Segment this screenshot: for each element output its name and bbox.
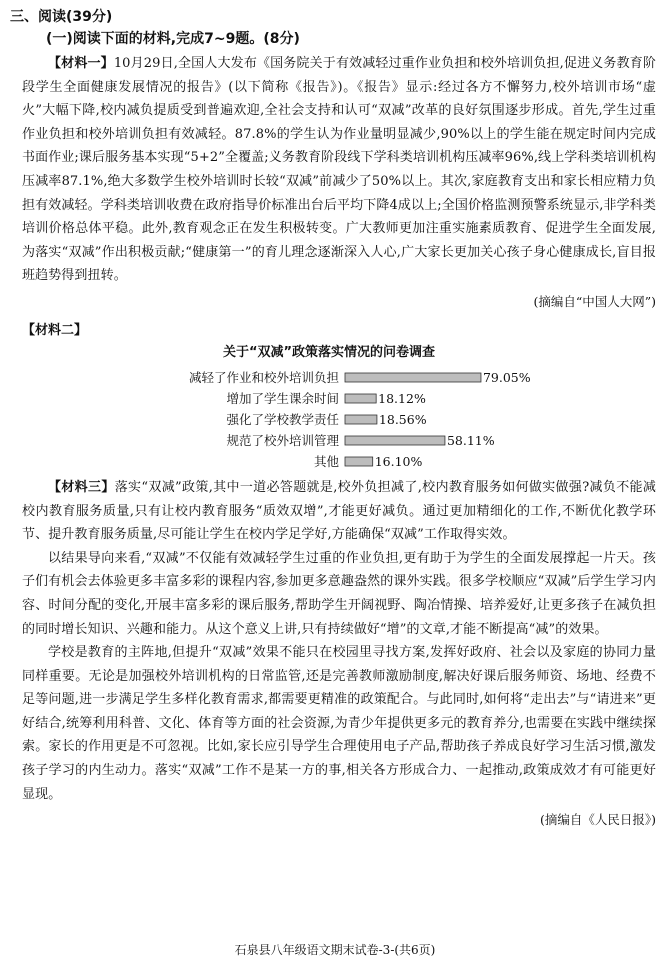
chart-title: 关于“双减”政策落实情况的问卷调查 xyxy=(222,344,436,360)
material-1-text: 10月29日,全国人大发布《国务院关于有效减轻过重作业负担和校外培训负担,促进义务教育阶段学生全面健康发展情况的报告》(以下简称《报告》)。《报告》显示:经过各方不懈努力,校外培训市场“虚火”大幅下降,校内减负提质受到普遍欢迎,全社会支持和认可“双减”改革的良好氛围逐步形成。首先,学生过重作业负担和校外培训负担有效减轻。87.8%的学生认为作业量明显减少,90%以上的学生能在规定时间内完成书面作业;课后服务基本实现“5+2”全覆盖;义务教育阶段线下学科类培训机构压减率96%,线上学科类培训机构压减率87.1%,绝大多数学生校外培训时长较“双减”前减少了50%以上。其次,家庭教育支出和家长相应精力负担有效减轻。学科类培训收费在政府指导价标准出台后平均下降4成以上;全国价格监测预警系统显示,非学科类培训价格总体平稳。此外,教育观念正在发生积极转变。广大教师更加注重实施素质教育、促进学生全面发展,为落实“双减”作出积极贡献;“健康第一”的育儿理念逐渐深入人心,广大家长更加关心孩子身心健康成长,盲目报班趋势得到扭转。 xyxy=(22,56,656,284)
material-1-source: (摘编自“中国人大网”) xyxy=(533,293,656,309)
material-3-paragraph-2: 以结果导向来看,“双减”不仅能有效减轻学生过重的作业负担,更有助于为学生的全面发展撑起一片天。孩子们有机会去体验更多丰富多彩的课程内容,参加更多意趣盎然的课外实践。很多学校顺应“双减”后学生学习内容、时间分配的变化,开展丰富多彩的课后服务,帮助学生开阔视野、陶冶情操、培养爱好,让更多孩子在减负担的同时增长知识、兴趣和能力。从这个意义上讲,只有持续做好“增”的文章,才能不断提高“减”的效果。 xyxy=(22,550,656,637)
value-label: 16.10% xyxy=(374,453,423,469)
value-label: 18.56% xyxy=(378,411,427,427)
bar xyxy=(345,415,377,424)
bar-chart-svg xyxy=(39,364,639,476)
category-label: 其他 xyxy=(313,453,339,469)
question-group-heading: (一)阅读下面的材料,完成7~9题。(8分) xyxy=(46,31,300,47)
section-heading: 三、阅读(39分) xyxy=(10,9,113,25)
bar xyxy=(345,394,376,403)
material-3-source: (摘编自《人民日报》) xyxy=(539,812,656,828)
value-label: 79.05% xyxy=(482,369,531,385)
category-label: 减轻了作业和校外培训负担 xyxy=(188,369,339,385)
bar xyxy=(345,436,445,445)
bar xyxy=(345,373,481,382)
category-label: 规范了校外培训管理 xyxy=(226,432,339,448)
value-label: 58.11% xyxy=(446,432,495,448)
material-3-paragraph-3: 学校是教育的主阵地,但提升“双减”效果不能只在校园里寻找方案,发挥好政府、社会以及家庭的协同力量同样重要。无论是加强校外培训机构的日常监管,还是完善教师激励制度,解决好课后服务师资、场地、经费不足等问题,进一步满足学生多样化教育需求,都需要更精准的政策配合。与此同时,如何将“走出去”与“请进来”更好结合,统筹利用科普、文化、体育等方面的社会资源,为青少年提供更多元的教育养分,也需要在实践中继续探索。家长的作用更是不可忽视。比如,家长应引导学生合理使用电子产品,帮助孩子养成良好学习生活习惯,激发孩子学习的内生动力。落实“双减”工作不是某一方的事,相关各方形成合力、一起推动,政策成效才有可能更好显现。 xyxy=(22,645,656,802)
material-3-text-1: 落实“双减”政策,其中一道必答题就是,校外负担减了,校内教育服务如何做实做强?减负不能减校内教育服务质量,只有让校内教育服务“质效双增”,才能更好减负。通过更加精细化的工作,不断优化教学环节、提升教育服务质量,尽可能让学生在校内学足学好,方能确保“双减”工作取得实效。 xyxy=(22,479,656,543)
material-1-tag: 【材料一】 xyxy=(48,56,114,71)
category-label: 强化了学校教学责任 xyxy=(226,411,339,427)
material-3-tag: 【材料三】 xyxy=(48,479,115,495)
survey-chart xyxy=(39,342,639,476)
value-label: 18.12% xyxy=(378,390,426,406)
bar xyxy=(345,457,373,466)
material-2-tag: 【材料二】 xyxy=(22,322,88,338)
category-label: 增加了学生课余时间 xyxy=(226,390,339,406)
material-1-paragraph xyxy=(22,52,656,288)
page-footer: 石泉县八年级语文期末试卷-3-(共6页) xyxy=(234,943,436,957)
material-3-paragraph-1 xyxy=(22,476,656,547)
